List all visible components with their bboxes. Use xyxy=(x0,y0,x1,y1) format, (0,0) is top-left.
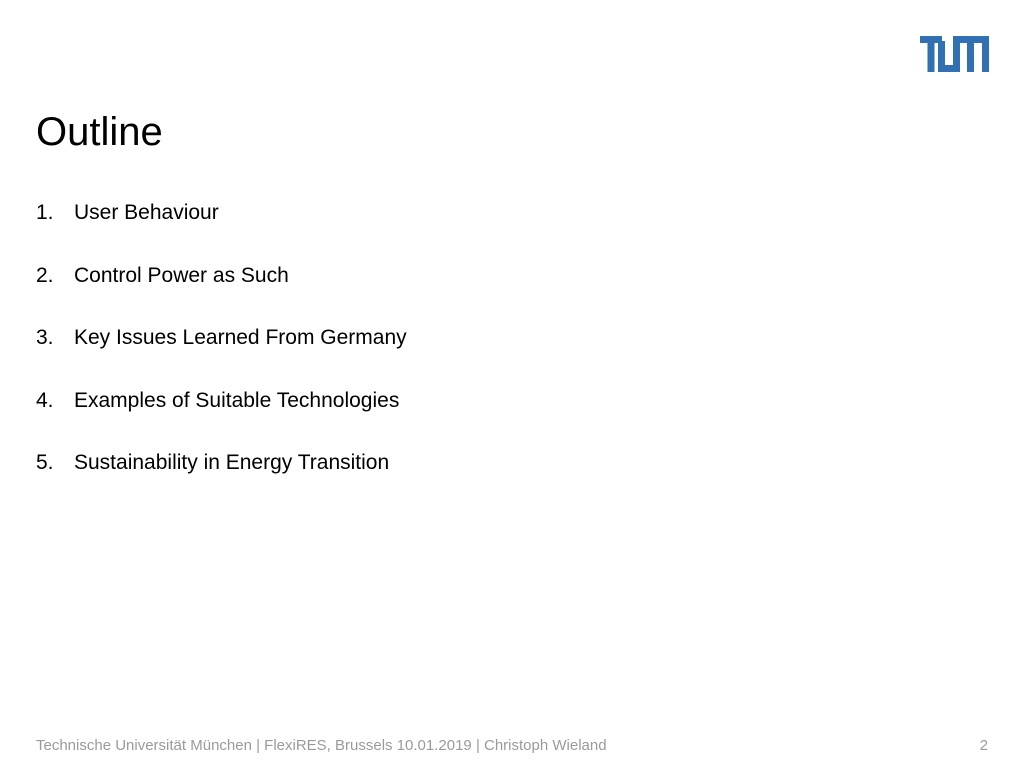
outline-item-label: Key Issues Learned From Germany xyxy=(74,326,407,349)
outline-item xyxy=(36,199,407,262)
outline-item-number: 2. xyxy=(36,263,54,287)
outline-item xyxy=(36,324,407,387)
slide-title: Outline xyxy=(36,110,163,154)
outline-item xyxy=(36,387,407,450)
outline-item-number: 5. xyxy=(36,451,54,474)
outline-item-number: 4. xyxy=(36,388,54,412)
outline-item-label: User Behaviour xyxy=(74,201,219,224)
outline-item-label: Sustainability in Energy Transition xyxy=(74,451,390,474)
page-number: 2 xyxy=(979,737,988,754)
outline-item xyxy=(36,262,407,325)
outline-item-number: 3. xyxy=(36,326,54,349)
outline-item-label: Control Power as Such xyxy=(74,263,289,287)
slide-footer: Technische Universität München | FlexiRES, Brussels 10.01.2019 | Christoph Wieland xyxy=(36,737,607,754)
outline-item xyxy=(36,449,407,512)
tum-logo-icon xyxy=(920,36,989,72)
outline-item-number: 1. xyxy=(36,201,54,224)
outline-item-label: Examples of Suitable Technologies xyxy=(74,388,400,412)
outline-list xyxy=(36,199,407,512)
